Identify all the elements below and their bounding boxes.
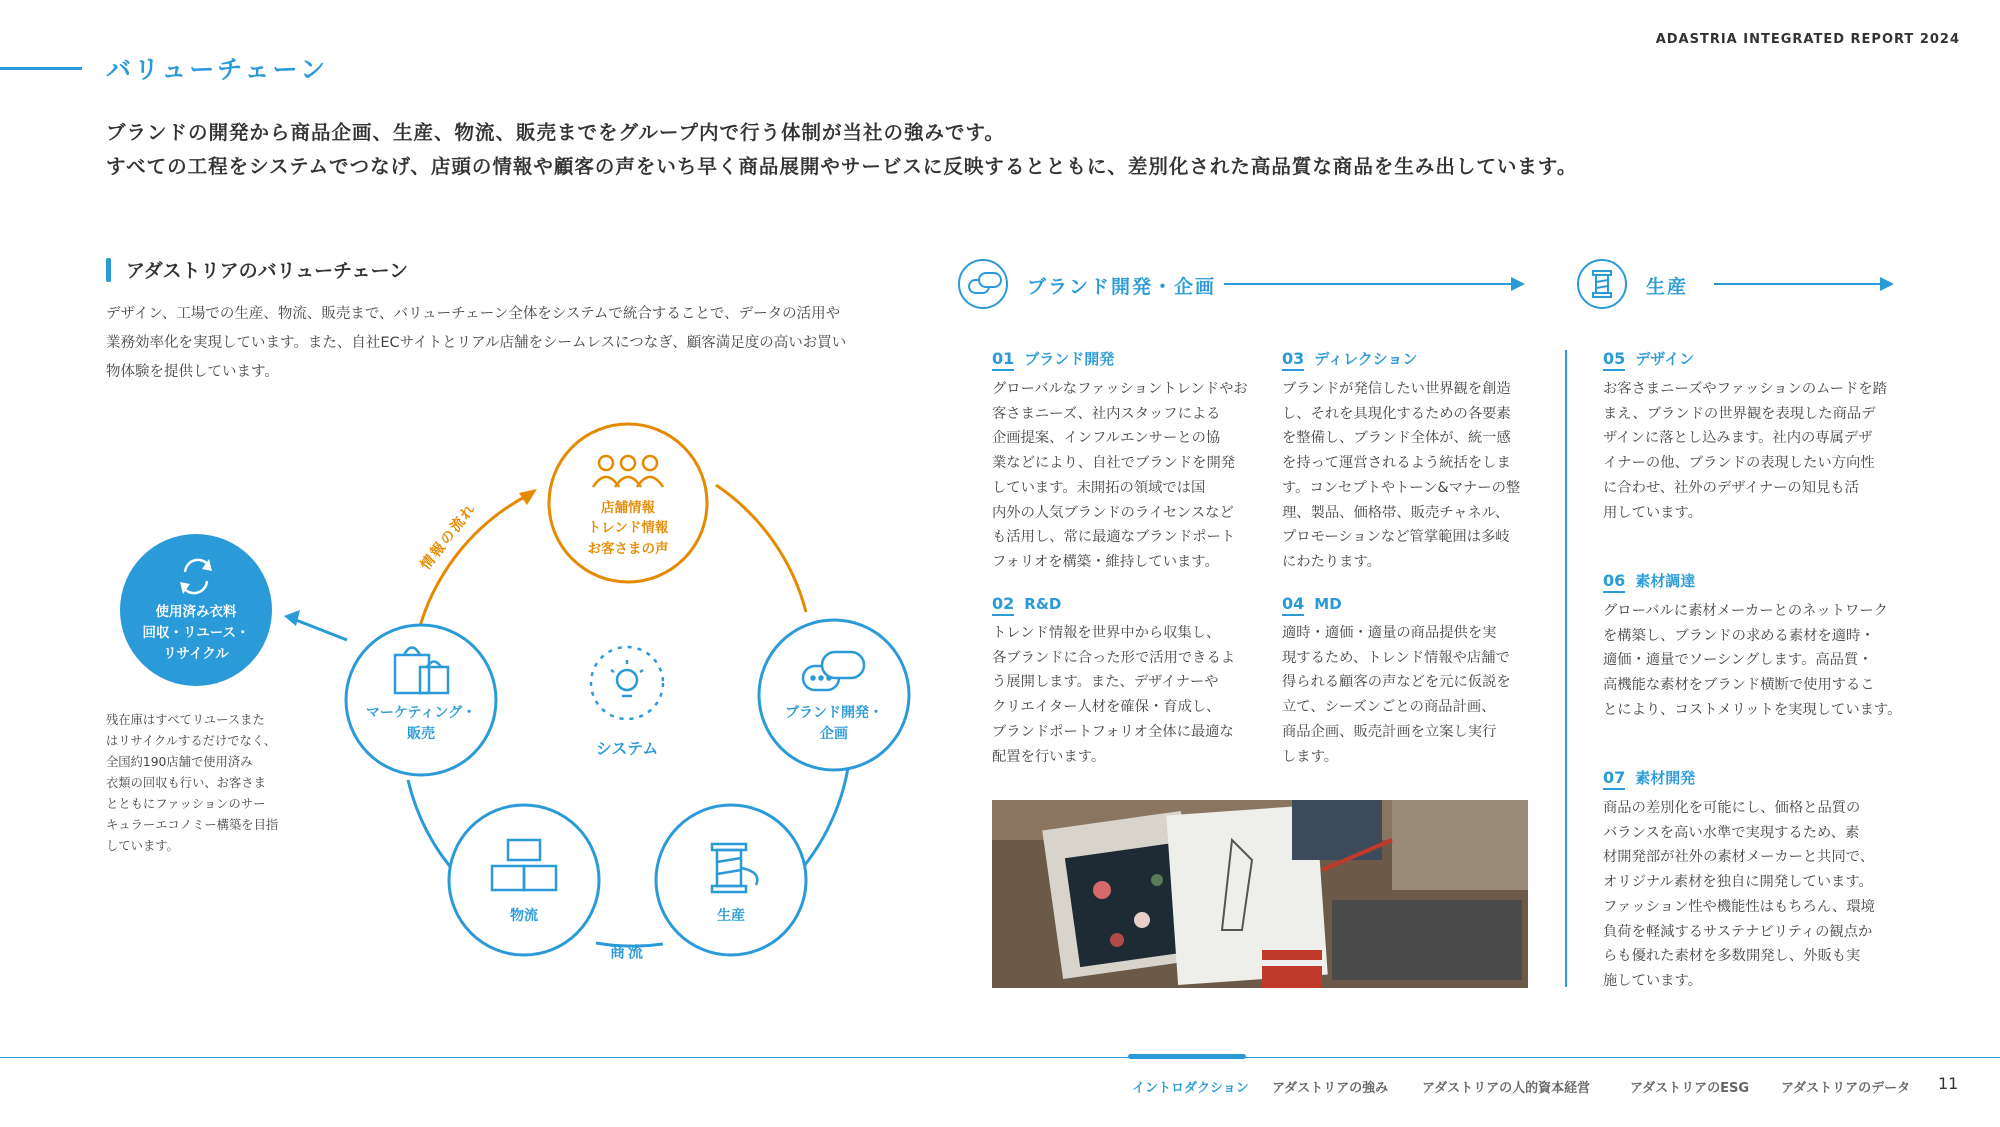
page-title: バリューチェーン (106, 55, 329, 84)
step-title: 素材調達 (1635, 572, 1696, 590)
info-flow-label: 情報の流れ (417, 500, 480, 574)
side-note-line: とともにファッションのサー (106, 797, 266, 811)
step-line: 各ブランドに合った形で活用できるよ (992, 649, 1236, 666)
side-note-line: 全国約190店舗で使用済み (106, 755, 253, 769)
step-line: ザインに落とし込みます。社内の専属デザ (1603, 430, 1873, 447)
step-07 (1603, 767, 1903, 994)
recycle-label: リサイクル (163, 646, 229, 662)
side-note-line: 残在庫はすべてリユースまた (106, 713, 265, 727)
side-note-line: キュラーエコノミー構築を目指 (106, 818, 279, 832)
chat-bubbles-icon (960, 261, 1006, 307)
step-line: 立て、シーズンごとの商品計画、 (1282, 699, 1496, 716)
step-line: まえ、ブランドの世界観を表現した商品デ (1603, 405, 1876, 422)
brand-dev-circle (759, 620, 909, 770)
step-number: 04 (1282, 594, 1304, 616)
step-line: クリエイター人材を確保・育成し、 (992, 699, 1221, 716)
column-divider (1565, 350, 1567, 987)
step-line: 業などにより、自社でブランドを開発 (992, 455, 1236, 472)
step-title: デザイン (1635, 350, 1695, 368)
step-line: らも優れた素材を多数開発し、外販も実 (1603, 948, 1861, 965)
system-ring (591, 647, 663, 719)
brand-dev-label: ブランド開発・ (785, 705, 883, 721)
ring-arc-orange (716, 485, 806, 612)
title-accent-line (0, 67, 82, 70)
footer-nav-esg[interactable]: アダストリアのESG (1630, 1081, 1750, 1096)
step-body (1603, 377, 1903, 525)
stage-arrow-line (1224, 283, 1514, 285)
step-line: 内外の人気ブランドのライセンスなど (992, 504, 1234, 521)
step-line: とにより、コストメリットを実現しています。 (1603, 701, 1902, 718)
step-title: MD (1314, 595, 1342, 613)
production-circle (656, 805, 806, 955)
intro-line: すべての工程をシステムでつなげ、店頭の情報や顧客の声をいち早く商品展開やサービスに反映するとともに、差別化された高品質な商品を生み出しています。 (106, 155, 1578, 178)
step-line: 高機能な素材をブランド横断で使用するこ (1603, 677, 1875, 694)
side-note (106, 710, 291, 857)
production-stage-label: 生産 (1646, 276, 1689, 298)
brand-dev-label: 企画 (820, 726, 848, 742)
step-line: お客さまニーズやファッションのムードを踏 (1603, 381, 1887, 397)
production-label: 生産 (717, 908, 745, 924)
step-line: ファッション性や機能性はもちろん、環境 (1603, 898, 1875, 915)
step-02 (992, 594, 1252, 769)
step-04 (1282, 594, 1542, 769)
section-heading: アダストリアのバリューチェーン (126, 260, 409, 282)
step-body (1603, 796, 1903, 994)
step-line: う展開します。また、デザイナーや (992, 674, 1219, 691)
side-note-line: しています。 (106, 839, 179, 853)
thread-spool-icon (1579, 261, 1625, 307)
step-line: にわたります。 (1282, 553, 1381, 570)
step-line: 負荷を軽減するサステナビリティの観点か (1603, 923, 1873, 940)
step-line: イナーの他、ブランドの表現したい方向性 (1603, 455, 1875, 472)
desc-line: 物体験を提供しています。 (106, 364, 279, 380)
step-03 (1282, 348, 1542, 575)
desc-line: 業務効率化を実現しています。また、自社ECサイトとリアル店舗をシームレスにつなぎ、顧客満足度の高いお買い (106, 335, 847, 351)
step-line: 客さまニーズ、社内スタッフによる (992, 405, 1221, 422)
lightbulb-icon (611, 660, 643, 696)
step-body (1282, 621, 1542, 769)
customer-voice-label: お客さまの声 (587, 541, 669, 557)
step-line: 適価・適量でソーシングします。高品質・ (1603, 652, 1873, 669)
step-01 (992, 348, 1252, 575)
step-line: し、それを具現化するための各要素 (1282, 405, 1511, 422)
step-number: 06 (1603, 571, 1625, 593)
system-label: システム (595, 739, 659, 758)
step-title: ブランド開発 (1024, 350, 1115, 368)
marketing-label: 販売 (407, 726, 435, 742)
step-number: 02 (992, 594, 1014, 616)
info-flow-arrowhead (519, 489, 537, 505)
footer-active-indicator (1128, 1054, 1246, 1059)
recycle-label: 回収・リユース・ (142, 625, 250, 641)
step-title: 素材開発 (1635, 769, 1696, 787)
photo-illustration (992, 800, 1528, 988)
step-line: 企画提案、インフルエンサーとの協 (992, 430, 1221, 447)
step-line: します。 (1282, 748, 1339, 765)
step-line: を整備し、ブランド全体が、統一感 (1282, 430, 1511, 447)
recycle-label: 使用済み衣料 (155, 604, 237, 620)
step-06 (1603, 570, 1903, 723)
section-marker (106, 258, 111, 282)
step-number: 05 (1603, 349, 1625, 371)
marketing-label: マーケティング・ (365, 705, 477, 721)
step-body (1603, 599, 1903, 723)
production-stage-icon (1577, 259, 1627, 309)
commerce-label: 商流 (609, 943, 647, 961)
brand-dev-stage-icon (958, 259, 1008, 309)
step-line: トレンド情報を世界中から収集し、 (992, 625, 1221, 641)
footer-nav-data[interactable]: アダストリアのデータ (1781, 1081, 1911, 1096)
step-line: オリジナル素材を独自に開発しています。 (1603, 874, 1873, 891)
step-line: プロモーションなど管掌範囲は多岐 (1282, 529, 1510, 546)
logistics-label: 物流 (510, 908, 538, 924)
step-line: バランスを高い水準で実現するため、素 (1603, 824, 1860, 841)
value-chain-diagram (100, 420, 930, 980)
marketing-circle (346, 625, 496, 775)
store-info-label: 店舗情報 (601, 500, 655, 516)
step-line: を構築し、ブランドの求める素材を適時・ (1603, 627, 1875, 644)
step-title: ディレクション (1314, 350, 1418, 368)
step-line: 施しています。 (1603, 972, 1702, 989)
ring-arc-blue (800, 768, 848, 871)
step-title: R&D (1024, 595, 1062, 613)
intro-line: ブランドの開発から商品企画、生産、物流、販売までをグループ内で行う体制が当社の強みです。 (106, 121, 1005, 144)
trend-info-label: トレンド情報 (587, 520, 669, 536)
designers-photo (992, 800, 1528, 988)
step-line: も活用し、常に最適なブランドポート (992, 529, 1236, 546)
intro-text (106, 116, 1577, 184)
step-line: グローバルに素材メーカーとのネットワーク (1603, 603, 1888, 619)
footer-nav-human-capital[interactable]: アダストリアの人的資本経営 (1422, 1081, 1591, 1096)
footer-nav-introduction[interactable]: イントロダクション (1132, 1081, 1249, 1096)
step-line: 商品企画、販売計画を立案し実行 (1282, 723, 1497, 740)
step-line: 用しています。 (1603, 504, 1702, 521)
report-title: ADASTRIA INTEGRATED REPORT 2024 (1655, 32, 1960, 47)
section-description (106, 300, 906, 387)
recycle-arrowhead (284, 610, 300, 626)
step-line: フォリオを構築・維持しています。 (992, 553, 1219, 570)
step-number: 03 (1282, 349, 1304, 371)
desc-line: デザイン、工場での生産、物流、販売まで、バリューチェーン全体をシステムで統合することで、データの活用や (106, 306, 841, 322)
recycle-arrow (296, 620, 347, 640)
step-line: 得られる顧客の声などを元に仮説を (1282, 674, 1511, 691)
step-line: 配置を行います。 (992, 748, 1106, 765)
step-body (992, 621, 1252, 769)
footer-nav-strengths[interactable]: アダストリアの強み (1272, 1081, 1389, 1096)
step-line: 理、製品、価格帯、販売チャネル、 (1282, 504, 1510, 521)
step-body (992, 377, 1252, 575)
step-line: に合わせ、社外のデザイナーの知見も活 (1603, 479, 1859, 496)
step-05 (1603, 348, 1903, 525)
step-line: 現するため、トレンド情報や店舗で (1282, 649, 1510, 666)
step-number: 07 (1603, 768, 1625, 790)
stage-arrowhead (1511, 277, 1525, 291)
step-line: ブランドが発信したい世界観を創造 (1282, 381, 1511, 397)
step-line: 材開発部が社外の素材メーカーと共同で、 (1603, 849, 1875, 866)
step-line: 商品の差別化を可能にし、価格と品質の (1603, 800, 1861, 816)
stage-arrow-line (1714, 283, 1884, 285)
stage-arrowhead (1880, 277, 1894, 291)
step-line: ブランドポートフォリオ全体に最適な (992, 723, 1234, 740)
brand-dev-stage-label: ブランド開発・企画 (1027, 276, 1217, 298)
side-note-line: 衣類の回収も行い、お客さま (106, 776, 266, 790)
step-number: 01 (992, 349, 1014, 371)
page-number: 11 (1938, 1074, 1959, 1093)
step-line: グローバルなファッショントレンドやお (992, 381, 1248, 397)
side-note-line: はリサイクルするだけでなく、 (106, 734, 277, 748)
step-line: 適時・適価・適量の商品提供を実 (1282, 625, 1497, 641)
step-body (1282, 377, 1542, 575)
step-line: す。コンセプトやトーン&マナーの整 (1282, 479, 1521, 496)
step-line: しています。未開拓の領域では国 (992, 479, 1206, 496)
step-line: を持って運営されるよう統括をしま (1282, 455, 1511, 472)
footer-divider (0, 1057, 2000, 1058)
